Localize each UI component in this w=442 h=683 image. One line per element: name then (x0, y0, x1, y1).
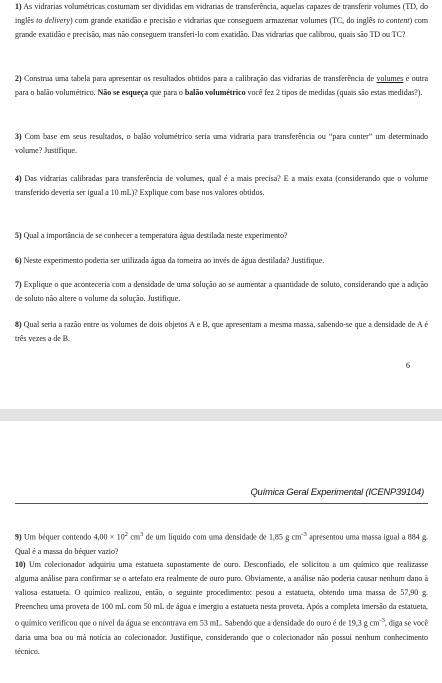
question-7 (15, 278, 428, 306)
question-text: de um líquido com uma densidade de 1,85 g cm (143, 532, 302, 542)
question-number: 5) (15, 231, 22, 240)
superscript: 3 (140, 531, 144, 538)
question-number: 8) (15, 320, 22, 329)
question-text: Qual a importância de se conhecer a temperatura água destilada neste experimento? (23, 231, 288, 240)
course-header: Química Geral Experimental (ICENP39104) (250, 486, 424, 497)
bold-emphasis: balão volumétrico (184, 88, 246, 98)
question-number: 7) (15, 280, 22, 289)
question-5 (15, 229, 428, 243)
question-text: , diga se você daria uma boa ou má notícia ao colecionador. Justifique, considerando que o colecionador não possui nenhum conhecimento técnico. (15, 619, 428, 657)
question-text: Construa uma tabela para apresentar os resultados obtidos para a calibração das vidrarias de transferência de (24, 74, 377, 83)
italic-term: to delivery (36, 16, 71, 26)
question-text: e outra para o balão volumétrico. (15, 74, 428, 98)
question-text: Qual seria a razão entre os volumes de dois objetos A e B, que apresentam a mesma massa, sabendo-se que a densidade de A é três vezes a de B. (15, 320, 428, 344)
question-text: Das vidrarias calibradas para transferência de volumes, qual é a mais precisa? E a mais exata (considerando que o volume transferido deveria ser igual a 10 mL)? Explique com base nos valores obtidos. (15, 174, 428, 198)
underlined-term: volumes (376, 74, 404, 83)
question-text: você fez 2 tipos de medidas (quais são estas medidas?). (245, 88, 423, 98)
question-number: 6) (15, 256, 22, 265)
superscript: -3 (301, 531, 307, 538)
question-2 (15, 72, 428, 100)
question-text: As vidrarias volumétricas costumam ser divididas em vidrarias de transferência, aquelas capazes de transferir volumes (TD, do inglês (15, 2, 428, 26)
question-number: 1) (15, 2, 22, 11)
question-text: ) com grande exatidão e precisão, mas não conseguem transferi-lo com exatidão. Das vidrarias que calibrou, quais são TD ou TC? (15, 16, 428, 40)
question-3 (15, 130, 428, 158)
question-text: Explique o que aconteceria com a densidade de uma solução ao se aumentar a quantidade de soluto, considerando que a adição de soluto não altere o volume da solução. Justifique. (15, 280, 428, 304)
question-text: Um colecionador adquiriu uma estatueta supostamente de ouro. Desconfiado, ele solicitou a um químico que realizasse alguma análise para confirmar se o artefato era realmente de ouro puro. Obviamente, a análise não poderia causar nenhum dano à valiosa estatueta. O químico realizou, então, o seguinte procedimento: pesou a estatueta, obtendo uma massa de 57,90 g. Preencheu uma proveta de 100 mL com 50 mL de água e imergiu a estatueta nesta proveta. Após a completa imersão da estatueta, o químico verificou que o nível da água se encontrava em 53 mL. Sabendo que a densidade do ouro é de 19,3 g cm (15, 560, 428, 628)
question-number: 4) (15, 174, 22, 183)
question-text: que para o (148, 88, 185, 98)
question-text: ) com grande exatidão e precisão e vidrarias que conseguem armazenar volumes (TC, do inglês (70, 16, 378, 26)
question-text: Um béquer contendo 4,00 × 10 (24, 532, 125, 542)
question-8 (15, 318, 428, 346)
question-text: Com base em seus resultados, o balão volumétrico seria uma vidraria para transferência ou “para conter” um determinado volume? Justifique. (15, 132, 428, 156)
question-6 (15, 254, 428, 268)
question-number: 9) (15, 532, 22, 542)
question-text: Neste experimento poderia ser utilizada água da torneira ao invés de água destilada? Justifique. (23, 256, 325, 265)
question-10 (15, 558, 428, 659)
superscript: -3 (379, 617, 385, 625)
question-4 (15, 172, 428, 200)
question-number: 2) (15, 74, 22, 83)
question-text: cm (127, 532, 141, 542)
question-number: 3) (15, 132, 22, 141)
question-1 (15, 0, 428, 42)
italic-term: to content (377, 16, 410, 26)
header-divider (15, 503, 428, 504)
bold-emphasis: Não se esqueça (97, 88, 149, 98)
page-number: 6 (406, 361, 410, 370)
question-text: apresentou uma massa igual a 884 g. Qual é a massa do béquer vazio? (15, 532, 428, 556)
question-number: 10) (15, 560, 26, 569)
question-9 (15, 528, 428, 559)
superscript: 2 (124, 531, 128, 538)
